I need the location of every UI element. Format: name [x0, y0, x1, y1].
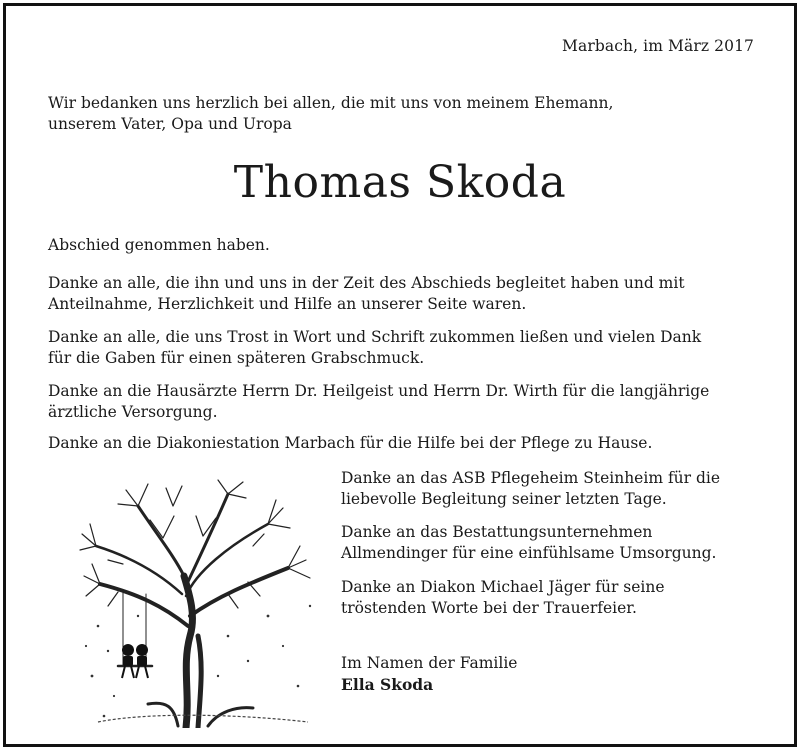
thanks-line: Danke an alle, die ihn und uns in der Zeit des Abschieds begleitet haben und mit: [48, 274, 685, 292]
thanks-line: für die Gaben für einen späteren Grabschmuck.: [48, 349, 425, 367]
intro-text: [48, 93, 688, 135]
thanks-paragraph: [48, 327, 748, 369]
closing-text: Im Namen der Familie: [341, 654, 518, 672]
tree-swing-illustration: [78, 476, 323, 728]
thanks-line: Allmendinger für eine einfühlsame Umsorgung.: [341, 544, 717, 562]
thanks-line: tröstenden Worte bei der Trauerfeier.: [341, 599, 637, 617]
thanks-paragraph: [48, 273, 748, 315]
thanks-line: liebevolle Begleitung seiner letzten Tage.: [341, 490, 667, 508]
thanks-line: Danke an das Bestattungsunternehmen: [341, 523, 653, 541]
thanks-paragraph: [48, 433, 748, 454]
signer-name: Ella Skoda: [341, 675, 434, 694]
thanks-line: Danke an die Hausärzte Herrn Dr. Heilgeist und Herrn Dr. Wirth für die langjährige: [48, 382, 710, 400]
thanks-line: Danke an alle, die uns Trost in Wort und Schrift zukommen ließen und vielen Dank: [48, 328, 702, 346]
intro-line: unserem Vater, Opa und Uropa: [48, 115, 292, 133]
intro-line: Wir bedanken uns herzlich bei allen, die mit uns von meinem Ehemann,: [48, 94, 614, 112]
thanks-paragraph-right: [341, 468, 761, 510]
thanks-line: Danke an Diakon Michael Jäger für seine: [341, 578, 665, 596]
thanks-line: Danke an das ASB Pflegeheim Steinheim für die: [341, 469, 721, 487]
thanks-paragraph-right: [341, 577, 761, 619]
farewell-text: Abschied genommen haben.: [48, 236, 270, 254]
thanks-line: ärztliche Versorgung.: [48, 403, 218, 421]
place-date: Marbach, im März 2017: [562, 37, 754, 55]
thanks-line: Danke an die Diakoniestation Marbach für die Hilfe bei der Pflege zu Hause.: [48, 434, 653, 452]
deceased-name: Thomas Skoda: [233, 157, 567, 208]
thanks-paragraph: [48, 381, 748, 423]
thanks-line: Anteilnahme, Herzlichkeit und Hilfe an unserer Seite waren.: [48, 295, 527, 313]
thanks-paragraph-right: [341, 522, 761, 564]
signature-block: [341, 653, 761, 695]
